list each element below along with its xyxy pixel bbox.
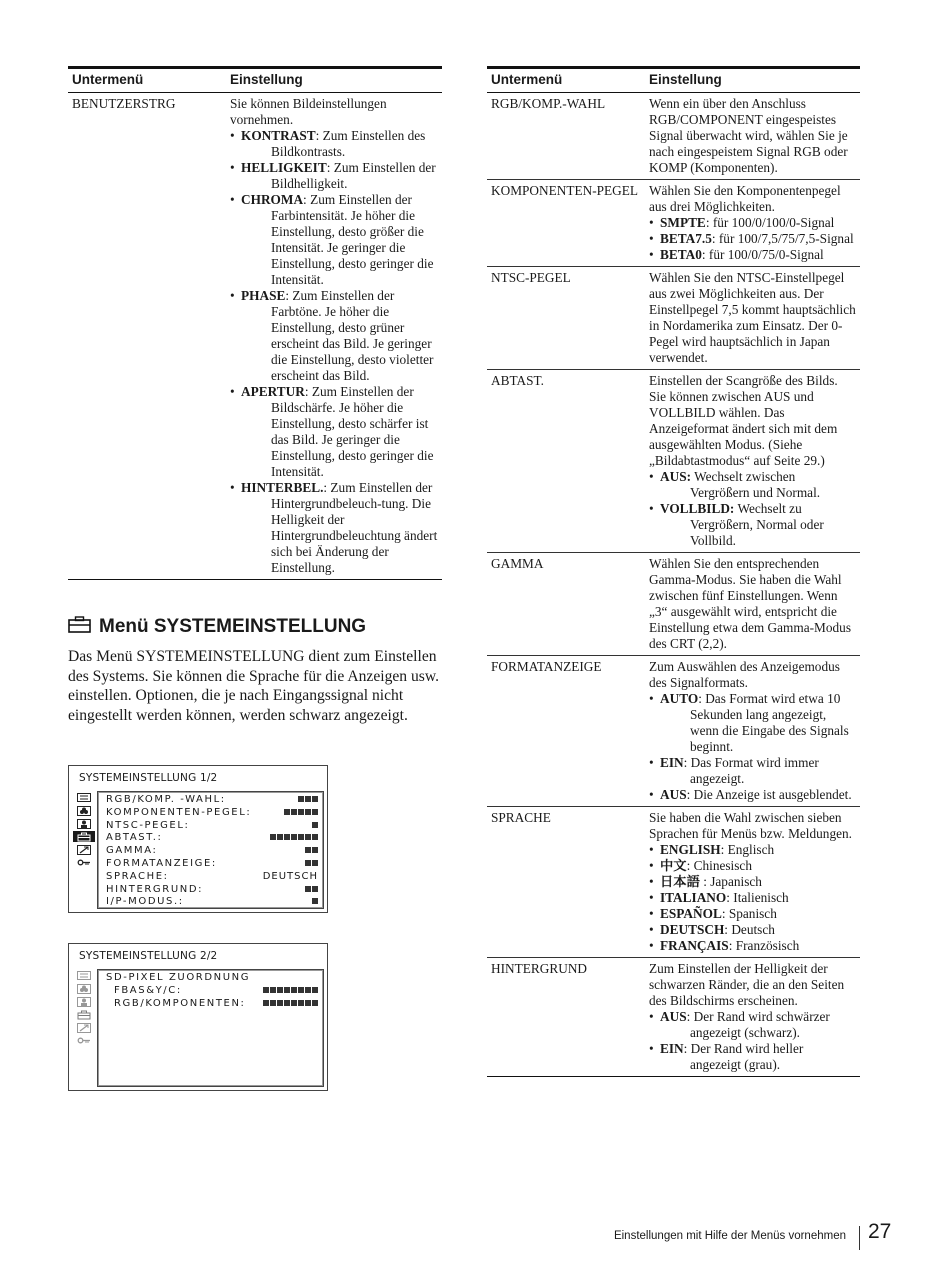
value-block: [305, 847, 311, 853]
value-block: [291, 1000, 297, 1006]
osd-item-label: FBAS&Y/C:: [114, 984, 182, 996]
page-number: 27: [868, 1220, 892, 1243]
osd-menu-item: [98, 998, 323, 1011]
value-block: [277, 834, 283, 840]
osd-title: SYSTEMEINSTELLUNG 2/2: [79, 950, 218, 962]
table-row: [487, 267, 860, 370]
systemeinstellung-table: [487, 66, 860, 1077]
submenu-name: ABTAST.: [487, 370, 645, 553]
option-item: [649, 247, 856, 263]
option-text: : Der Rand wird schwärzer angezeigt (schwarz).: [686, 1009, 830, 1040]
option-item: [649, 231, 856, 247]
list-icon: [75, 970, 93, 981]
option-item: [649, 215, 856, 231]
value-block: [312, 847, 318, 853]
user-icon: [75, 818, 93, 829]
osd-icon-column: [73, 792, 95, 870]
option-item: [649, 469, 856, 501]
table-header-row: [68, 68, 442, 93]
setting-description: [645, 93, 860, 180]
option-list: [649, 469, 856, 549]
option-text: : Spanisch: [721, 906, 777, 921]
setting-description: [645, 267, 860, 370]
option-item: [230, 480, 438, 576]
value-block: [277, 1000, 283, 1006]
option-key: PHASE: [241, 288, 286, 303]
setting-intro: Einstellen der Scangröße des Bilds. Sie können zwischen AUS und VOLLBILD wählen. Das Anzeigeformat ändert sich mit dem ausgewählten Modus. (Siehe „Bildabtastmodus“ auf Seite 29.): [649, 373, 838, 468]
table-row: [487, 93, 860, 180]
option-text: : Die Anzeige ist ausgeblendet.: [686, 787, 852, 802]
option-item: [230, 128, 438, 160]
table-row: [487, 180, 860, 267]
value-block: [291, 987, 297, 993]
osd-item-label: ABTAST.:: [106, 832, 163, 844]
column-header-untermenu: Untermenü: [487, 68, 645, 93]
osd-item-value: [304, 884, 318, 897]
value-block: [291, 809, 297, 815]
value-block: [263, 987, 269, 993]
osd-item-value: [269, 832, 318, 845]
osd-menu-screen-1: [68, 765, 328, 913]
value-block: [305, 987, 311, 993]
osd-item-value: [311, 896, 318, 909]
submenu-name: HINTERGRUND: [487, 958, 645, 1077]
option-text: : Das Format wird immer angezeigt.: [683, 755, 819, 786]
setting-intro: Zum Einstellen der Helligkeit der schwarzen Ränder, die an den Seiten des Bildschirms erscheinen.: [649, 961, 845, 1008]
key-icon: [75, 1035, 93, 1046]
osd-menu-panel: [97, 791, 324, 909]
option-key: 日本語: [660, 874, 700, 889]
value-block: [298, 809, 304, 815]
table-row: [487, 958, 860, 1077]
osd-menu-item: [98, 820, 323, 833]
osd-menu-item: [98, 884, 323, 897]
value-block: [312, 809, 318, 815]
osd-item-label: RGB/KOMPONENTEN:: [114, 997, 246, 1009]
osd-item-value: [283, 807, 318, 820]
arrow-icon: [75, 1022, 93, 1033]
option-item: [649, 1041, 856, 1073]
osd-item-label: NTSC-PEGEL:: [106, 819, 190, 831]
osd-item-value: [311, 820, 318, 833]
option-key: AUS:: [660, 469, 692, 484]
option-key: VOLLBILD:: [660, 501, 735, 516]
column-header-einstellung: Einstellung: [226, 68, 442, 93]
osd-menu-screen-2: [68, 943, 328, 1091]
option-key: HELLIGKEIT: [241, 160, 327, 175]
osd-menu-panel: [97, 969, 324, 1087]
color-icon: [75, 983, 93, 994]
table-row: [487, 553, 860, 656]
toolbox-icon: [68, 616, 91, 638]
option-text: Wechselt zu Vergrößern, Normal oder Vollbild.: [690, 501, 824, 548]
osd-item-label: SD-PIXEL ZUORDNUNG: [106, 972, 251, 983]
value-block: [284, 987, 290, 993]
option-text: : Zum Einstellen der Bildhelligkeit.: [271, 160, 436, 191]
value-block: [305, 1000, 311, 1006]
value-block: [312, 834, 318, 840]
option-item: [649, 922, 856, 938]
option-key: AUTO: [660, 691, 699, 706]
option-text: : Italienisch: [726, 890, 789, 905]
option-key: BETA7.5: [660, 231, 712, 246]
value-block: [270, 987, 276, 993]
value-block: [291, 834, 297, 840]
footer-text: Einstellungen mit Hilfe der Menüs vornehmen: [613, 1230, 846, 1242]
value-block: [277, 987, 283, 993]
value-block: [305, 834, 311, 840]
column-header-untermenu: Untermenü: [68, 68, 226, 93]
option-list: [649, 691, 856, 803]
setting-description: [645, 958, 860, 1077]
section-body: Das Menü SYSTEMEINSTELLUNG dient zum Einstellen des Systems. Sie können die Sprache für die Anzeigen usw. einstellen. Optionen, die je nach Eingangssignal nicht eingestellt werden können, werden schwarz angezeigt.: [68, 648, 439, 724]
option-key: BETA0: [660, 247, 702, 262]
value-block: [263, 1000, 269, 1006]
option-item: [649, 938, 856, 954]
value-block: [270, 1000, 276, 1006]
option-text: : für 100/7,5/75/7,5-Signal: [711, 231, 854, 246]
option-text: : Zum Einstellen der Farbtöne. Je höher die Einstellung, desto grüner erscheint das Bild. Je geringer die Einstellung, desto violetter erscheint das Bild.: [271, 288, 434, 383]
osd-item-label: RGB/KOMP. -WAHL:: [106, 794, 226, 805]
osd-item-value: [297, 794, 318, 807]
option-item: [649, 874, 856, 890]
setting-intro: Sie haben die Wahl zwischen sieben Sprachen für Menüs bzw. Meldungen.: [649, 810, 852, 841]
option-text: : Das Format wird etwa 10 Sekunden lang angezeigt, wenn die Eingabe des Signals beginnt.: [690, 691, 849, 754]
value-block: [312, 1000, 318, 1006]
value-block: [312, 860, 318, 866]
option-key: ESPAÑOL: [660, 906, 722, 921]
table-row: [487, 656, 860, 807]
option-item: [649, 890, 856, 906]
table-row: [487, 370, 860, 553]
option-item: [230, 160, 438, 192]
color-icon: [75, 805, 93, 816]
osd-menu-item: [98, 807, 323, 820]
value-block: [305, 886, 311, 892]
table-row: [68, 93, 442, 580]
osd-menu-item: [98, 896, 323, 909]
option-key: KONTRAST: [241, 128, 316, 143]
option-key: EIN: [660, 1041, 684, 1056]
value-block: [298, 987, 304, 993]
submenu-name: RGB/KOMP.-WAHL: [487, 93, 645, 180]
user-icon: [75, 996, 93, 1007]
option-item: [649, 691, 856, 755]
osd-item-value: [304, 858, 318, 871]
footer-divider: [859, 1226, 860, 1250]
option-item: [230, 384, 438, 480]
option-item: [649, 1009, 856, 1041]
benutzerstrg-table: [68, 66, 442, 580]
osd-menu-item: [98, 858, 323, 871]
value-block: [312, 822, 318, 828]
setting-intro: Wenn ein über den Anschluss RGB/COMPONENT eingespeistes Signal überwacht wird, wählen Sie je nach eingespeistem Signal RGB oder KOMP (Komponenten).: [649, 96, 848, 175]
submenu-name: FORMATANZEIGE: [487, 656, 645, 807]
osd-menu-item: [98, 832, 323, 845]
option-text: : Zum Einstellen der Bildschärfe. Je höher die Einstellung, desto schärfer ist das Bild. Je geringer die Einstellung, desto geringer die Intensität.: [271, 384, 434, 479]
value-block: [312, 796, 318, 802]
submenu-name: BENUTZERSTRG: [68, 93, 226, 580]
setting-description: [645, 807, 860, 958]
osd-item-value: [262, 998, 318, 1011]
osd-item-value: [304, 845, 318, 858]
value-block: [305, 809, 311, 815]
option-key: APERTUR: [241, 384, 305, 399]
osd-item-value: DEUTSCH: [262, 870, 318, 882]
setting-description: [645, 553, 860, 656]
option-list: [230, 128, 438, 576]
osd-item-label: FORMATANZEIGE:: [106, 857, 217, 869]
table-row: [487, 807, 860, 958]
option-text: : Zum Einstellen des Bildkontrasts.: [271, 128, 426, 159]
value-block: [305, 796, 311, 802]
value-block: [298, 1000, 304, 1006]
osd-menu-item: [98, 972, 323, 985]
option-list: [649, 215, 856, 263]
option-key: 中文: [660, 858, 687, 873]
toolbox-icon: [73, 831, 95, 842]
osd-item-label: GAMMA:: [106, 845, 158, 857]
option-text: : Der Rand wird heller angezeigt (grau).: [683, 1041, 804, 1072]
osd-menu-item: [98, 794, 323, 807]
value-block: [284, 1000, 290, 1006]
setting-description: [645, 656, 860, 807]
option-item: [649, 858, 856, 874]
value-block: [298, 834, 304, 840]
setting-intro: Zum Auswählen des Anzeigemodus des Signalformats.: [649, 659, 840, 690]
osd-menu-item: [98, 985, 323, 998]
option-key: SMPTE: [660, 215, 706, 230]
option-text: : Zum Einstellen der Hintergrundbeleuch-tung. Die Helligkeit der Hintergrundbeleuchtung ändert sich bei Änderung der Einstellung.: [271, 480, 438, 575]
option-key: ITALIANO: [660, 890, 727, 905]
option-list: [649, 1009, 856, 1073]
option-text: : Französisch: [728, 938, 800, 953]
option-text: : Japanisch: [699, 874, 762, 889]
submenu-name: KOMPONENTEN-PEGEL: [487, 180, 645, 267]
option-key: FRANÇAIS: [660, 938, 729, 953]
submenu-name: SPRACHE: [487, 807, 645, 958]
option-text: : Deutsch: [724, 922, 775, 937]
section-title: Menü SYSTEMEINSTELLUNG: [99, 616, 367, 637]
option-key: AUS: [660, 787, 687, 802]
option-key: EIN: [660, 755, 684, 770]
value-block: [305, 860, 311, 866]
osd-title: SYSTEMEINSTELLUNG 1/2: [79, 772, 218, 784]
option-item: [230, 288, 438, 384]
osd-item-label: HINTERGRUND:: [106, 883, 204, 895]
setting-intro: Wählen Sie den Komponentenpegel aus drei Möglichkeiten.: [649, 183, 841, 214]
toolbox-icon: [75, 1009, 93, 1020]
option-item: [649, 906, 856, 922]
setting-description: [645, 180, 860, 267]
option-text: Wechselt zwischen Vergrößern und Normal.: [690, 469, 821, 500]
osd-item-label: KOMPONENTEN-PEGEL:: [106, 806, 252, 818]
key-icon: [75, 857, 93, 868]
value-block: [312, 987, 318, 993]
value-block: [298, 796, 304, 802]
option-text: : Zum Einstellen der Farbintensität. Je höher die Einstellung, desto größer die Intensität. Je geringer die Einstellung, desto geringer die Intensität.: [271, 192, 434, 287]
section-heading: [68, 616, 366, 638]
option-item: [649, 755, 856, 787]
option-text: : für 100/0/100/0-Signal: [705, 215, 835, 230]
osd-item-label: SPRACHE:: [106, 870, 169, 882]
osd-item-label: I/P-MODUS.:: [106, 896, 184, 908]
option-list: [649, 842, 856, 954]
list-icon: [75, 792, 93, 803]
setting-intro: Wählen Sie den entsprechenden Gamma-Modus. Sie haben die Wahl zwischen fünf Einstellungen. Wenn „3“ ausgewählt wird, entspricht die Einstellung etwa dem Gamma-Modus des CRT (2,2).: [649, 556, 851, 651]
option-key: HINTERBEL.: [241, 480, 324, 495]
option-item: [230, 192, 438, 288]
osd-item-value: [262, 985, 318, 998]
osd-icon-column: [73, 970, 95, 1048]
osd-menu-item: [98, 845, 323, 858]
value-block: [312, 886, 318, 892]
option-item: [649, 501, 856, 549]
setting-description: [226, 93, 442, 580]
osd-menu-item: [98, 871, 323, 884]
option-key: AUS: [660, 1009, 687, 1024]
setting-description: [645, 370, 860, 553]
value-block: [312, 898, 318, 904]
option-key: CHROMA: [241, 192, 304, 207]
value-block: [284, 834, 290, 840]
table-header-row: [487, 68, 860, 93]
option-key: ENGLISH: [660, 842, 721, 857]
option-text: : für 100/0/75/0-Signal: [701, 247, 824, 262]
setting-intro: Sie können Bildeinstellungen vornehmen.: [230, 96, 387, 127]
option-text: : Chinesisch: [686, 858, 752, 873]
option-item: [649, 842, 856, 858]
value-block: [284, 809, 290, 815]
submenu-name: NTSC-PEGEL: [487, 267, 645, 370]
setting-intro: Wählen Sie den NTSC-Einstellpegel aus zwei Möglichkeiten aus. Der Einstellpegel 7,5 kommt hauptsächlich in Nordamerika zum Einsatz. Der 0-Pegel wird hauptsächlich in Japan verwendet.: [649, 270, 856, 365]
option-item: [649, 787, 856, 803]
value-block: [270, 834, 276, 840]
arrow-icon: [75, 844, 93, 855]
option-text: : Englisch: [720, 842, 775, 857]
option-key: DEUTSCH: [660, 922, 725, 937]
column-header-einstellung: Einstellung: [645, 68, 860, 93]
submenu-name: GAMMA: [487, 553, 645, 656]
